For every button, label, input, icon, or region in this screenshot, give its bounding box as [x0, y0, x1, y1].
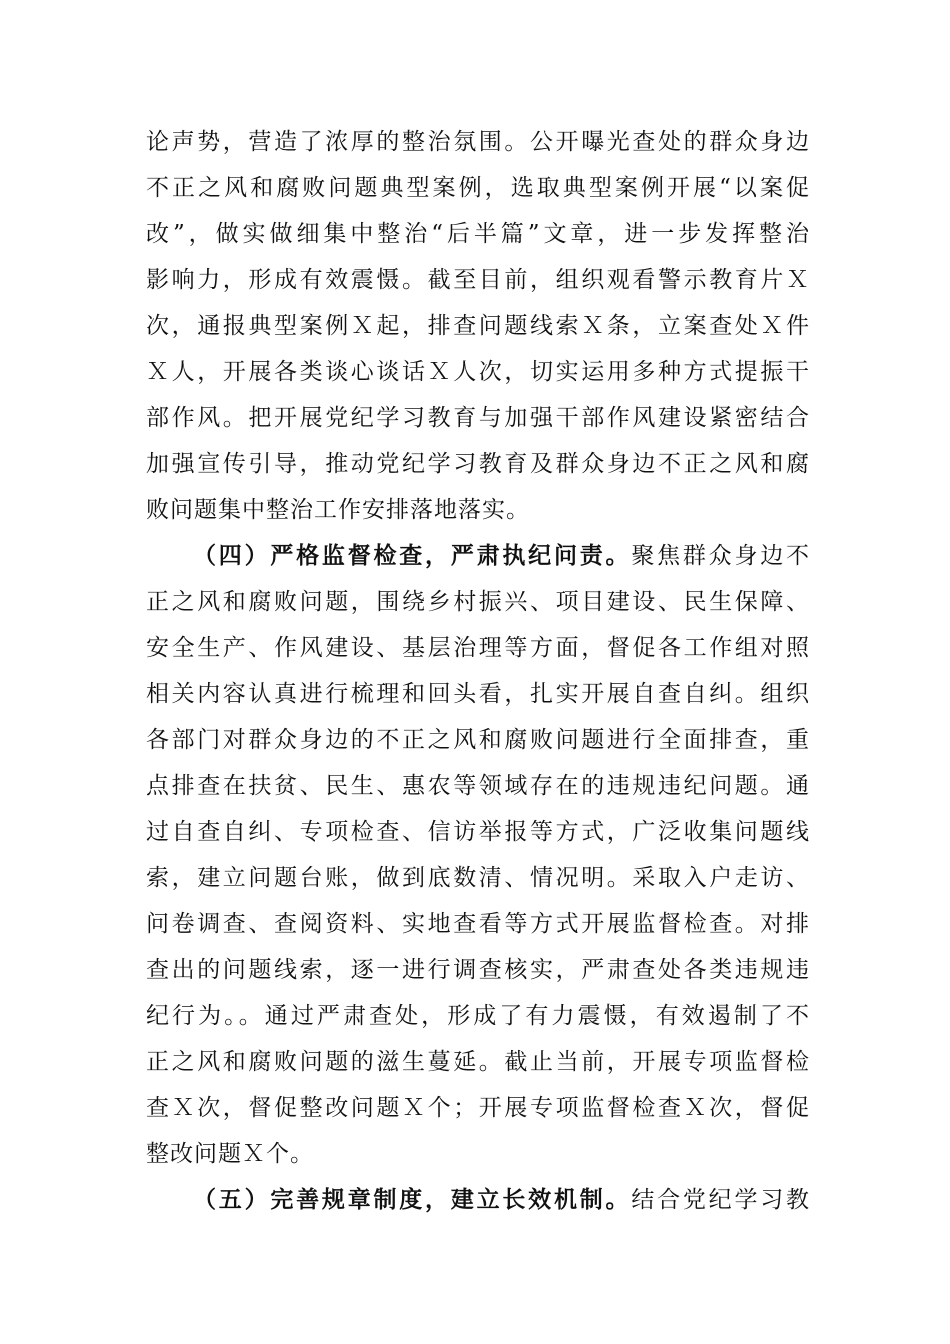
- paragraph-2-line-7: 过自查自纠、专项检查、信访举报等方式，广泛收集问题线: [146, 819, 810, 845]
- paragraph-2-line-11: 纪行为。。通过严肃查处，形成了有力震慑，有效遏制了不: [146, 1003, 810, 1029]
- paragraph-2-line-3: 安全生产、作风建设、基层治理等方面，督促各工作组对照: [146, 635, 810, 661]
- paragraph-2-line-10: 查出的问题线索，逐一进行调查核实，严肃查处各类违规违: [146, 957, 810, 983]
- paragraph-2-line-1: [193, 534, 810, 578]
- paragraph-3-line-1: [193, 1178, 810, 1222]
- paragraph-2-line-13: 查Ｘ次，督促整改问题Ｘ个；开展专项监督检查Ｘ次，督促: [146, 1095, 810, 1121]
- paragraph-1-line-4: 影响力，形成有效震慑。截至目前，组织观看警示教育片Ｘ: [146, 267, 810, 293]
- paragraph-2-line-5: 各部门对群众身边的不正之风和腐败问题进行全面排查，重: [146, 727, 810, 753]
- paragraph-1-line-8: 加强宣传引导，推动党纪学习教育及群众身边不正之风和腐: [146, 451, 810, 477]
- paragraph-3-first-text: 结合党纪学习教: [631, 1187, 810, 1213]
- paragraph-1-line-6: Ｘ人，开展各类谈心谈话Ｘ人次，切实运用多种方式提振干: [146, 359, 810, 385]
- paragraph-1-line-2: 不正之风和腐败问题典型案例，选取典型案例开展“以案促: [146, 175, 810, 201]
- paragraph-2-line-6: 点排查在扶贫、民生、惠农等领域存在的违规违纪问题。通: [146, 773, 810, 799]
- paragraph-2-line-8: 索，建立问题台账，做到底数清、情况明。采取入户走访、: [146, 865, 810, 891]
- paragraph-2-heading: （四）严格监督检查，严肃执纪问责。: [193, 542, 632, 569]
- paragraph-1-line-5: 次，通报典型案例Ｘ起，排查问题线索Ｘ条，立案查处Ｘ件: [146, 313, 810, 339]
- paragraph-1-line-1: 论声势，营造了浓厚的整治氛围。公开曝光查处的群众身边: [146, 129, 810, 155]
- paragraph-2-line-4: 相关内容认真进行梳理和回头看，扎实开展自查自纠。组织: [146, 681, 810, 707]
- paragraph-2-line-2: 正之风和腐败问题，围绕乡村振兴、项目建设、民生保障、: [146, 589, 810, 615]
- paragraph-1-line-9: 败问题集中整治工作安排落地落实。: [146, 497, 530, 523]
- paragraph-2-line-12: 正之风和腐败问题的滋生蔓延。截止当前，开展专项监督检: [146, 1049, 810, 1075]
- paragraph-3-heading: （五）完善规章制度，建立长效机制。: [193, 1186, 632, 1213]
- paragraph-2-line-9: 问卷调查、查阅资料、实地查看等方式开展监督检查。对排: [146, 911, 810, 937]
- paragraph-2-line-14: 整改问题Ｘ个。: [146, 1141, 314, 1167]
- paragraph-2-first-text: 聚焦群众身边不: [631, 543, 810, 569]
- paragraph-1-line-3: 改”，做实做细集中整治“后半篇”文章，进一步发挥整治: [146, 221, 810, 247]
- paragraph-1-line-7: 部作风。把开展党纪学习教育与加强干部作风建设紧密结合: [146, 405, 810, 431]
